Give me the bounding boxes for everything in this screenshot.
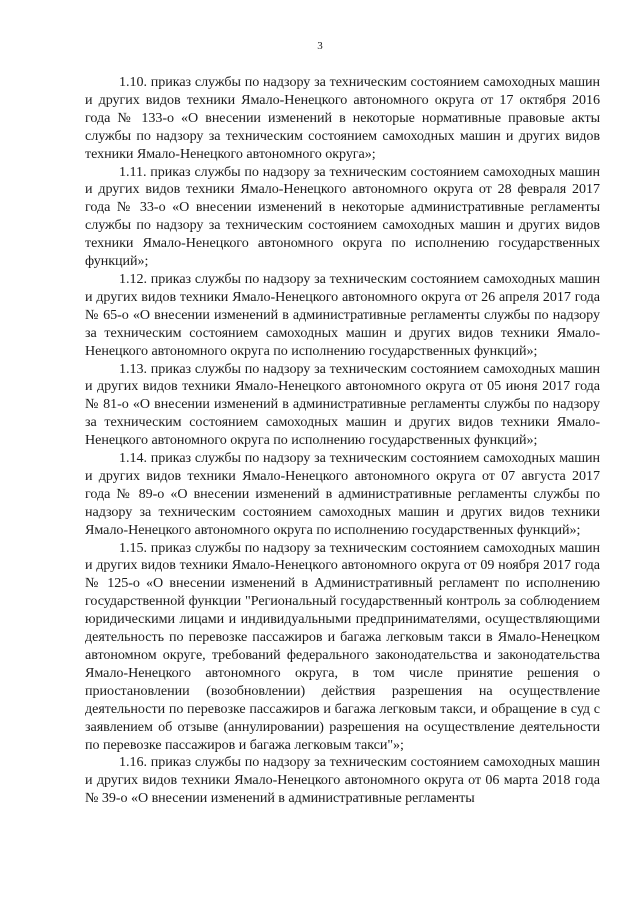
- page-number: 3: [317, 40, 323, 52]
- paragraph-1-10: 1.10. приказ службы по надзору за техническим состоянием самоходных машин и других видов техники Ямало-Ненецкого автономного округа от 17 октября 2016 года № 133-о «О внесении изменений в некоторые нормативные правовые акты службы по надзору за техническим состоянием самоходных машин и других видов техники Ямало-Ненецкого автономного округа»;: [85, 74, 600, 162]
- paragraph-1-13: 1.13. приказ службы по надзору за техническим состоянием самоходных машин и других видов техники Ямало-Ненецкого автономного округа от 05 июня 2017 года № 81-о «О внесении изменений в административные регламенты службы по надзору за техническим состоянием самоходных машин и других видов техники Ямало-Ненецкого автономного округа по исполнению государственных функций»;: [85, 360, 600, 449]
- paragraph-1-16: 1.16. приказ службы по надзору за техническим состоянием самоходных машин и других видов техники Ямало-Ненецкого автономного округа от 06 марта 2018 года № 39-о «О внесении изменений в административные регламенты: [85, 754, 600, 807]
- document-body: [85, 74, 600, 808]
- paragraph-1-11: 1.11. приказ службы по надзору за техническим состоянием самоходных машин и других видов техники Ямало-Ненецкого автономного округа от 28 февраля 2017 года № 33-о «О внесении изменений в некоторые административные регламенты службы по надзору за техническим состоянием самоходных машин и других видов техники Ямало-Ненецкого автономного округа по исполнению государственных функций»;: [85, 163, 600, 270]
- paragraph-1-12: 1.12. приказ службы по надзору за техническим состоянием самоходных машин и других видов техники Ямало-Ненецкого автономного округа от 26 апреля 2017 года № 65-о «О внесении изменений в административные регламенты службы по надзору за техническим состоянием самоходных машин и других видов техники Ямало-Ненецкого автономного округа по исполнению государственных функций»;: [85, 270, 600, 359]
- paragraph-1-14: 1.14. приказ службы по надзору за техническим состоянием самоходных машин и других видов техники Ямало-Ненецкого автономного округа от 07 августа 2017 года № 89-о «О внесении изменений в административные регламенты службы по надзору за техническим состоянием самоходных машин и других видов техники Ямало-Ненецкого автономного округа по исполнению государственных функций»;: [85, 450, 600, 538]
- paragraph-1-15: 1.15. приказ службы по надзору за техническим состоянием самоходных машин и других видов техники Ямало-Ненецкого автономного округа от 09 ноября 2017 года № 125-о «О внесении изменений в Административный регламент по исполнению государственной функции "Региональный государственный контроль за соблюдением юридическими лицами и индивидуальными предпринимателями, осуществляющими деятельность по перевозке пассажиров и багажа легковым такси в Ямало-Ненецком автономном округе, требований федерального законодательства и законодательства Ямало-Ненецкого автономного округа, в том числе принятие решения о приостановлении (возобновлении) действия разрешения на осуществление деятельности по перевозке пассажиров и багажа легковым такси, и обращение в суд с заявлением об отзыве (аннулировании) разрешения на осуществление деятельности по перевозке пассажиров и багажа легковым такси"»;: [85, 539, 600, 753]
